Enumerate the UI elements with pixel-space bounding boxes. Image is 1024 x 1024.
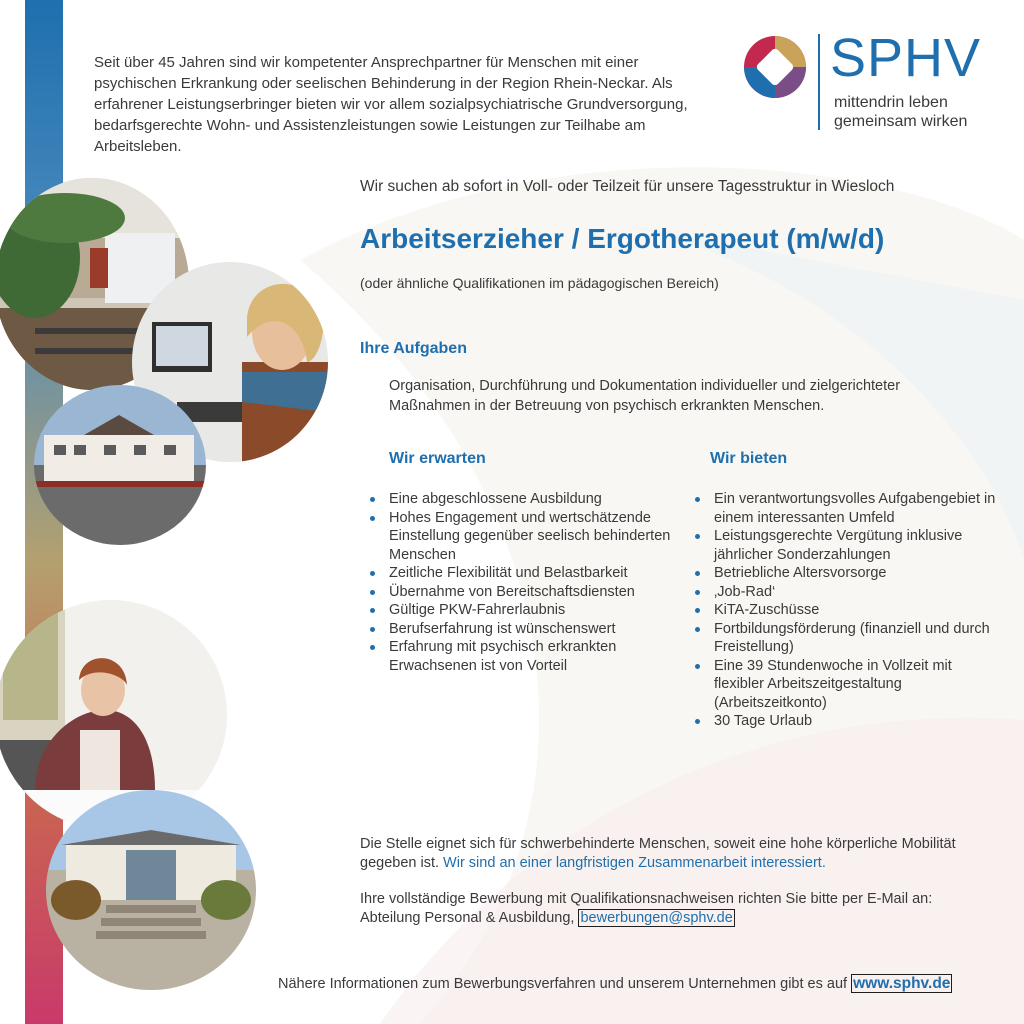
logo-mark-icon [742, 34, 808, 100]
more-info-text: Nähere Informationen zum Bewerbungsverfahren und unserem Unternehmen gibt es auf [278, 976, 848, 992]
logo-divider [818, 34, 820, 130]
search-line: Wir suchen ab sofort in Voll- oder Teilzeit für unsere Tagesstruktur in Wiesloch [360, 178, 895, 195]
list-item: 30 Tage Urlaub [714, 712, 1004, 731]
list-item: Eine abgeschlossene Ausbildung [389, 490, 679, 509]
list-item: Eine 39 Stundenwoche in Vollzeit mit flexibler Arbeitszeitgestaltung (Arbeitszeitkonto) [714, 657, 1004, 713]
list-item: Fortbildungsförderung (finanziell und durch Freistellung) [714, 620, 1004, 657]
offer-list [714, 490, 1004, 731]
list-item: Betriebliche Altersvorsorge [714, 564, 1004, 583]
photo-entrance [46, 790, 256, 990]
logo-wordmark: SPHV [830, 28, 982, 88]
bullet-icon [370, 497, 375, 502]
website-link[interactable]: www.sphv.de [853, 975, 951, 992]
list-item: Berufserfahrung ist wünschenswert [389, 620, 679, 639]
list-item: Übernahme von Bereitschaftsdiensten [389, 583, 679, 602]
bullet-icon [695, 590, 700, 595]
intro-text: Seit über 45 Jahren sind wir kompetenter Ansprechpartner für Menschen mit einer psychischen Erkrankung oder seelischen Behinderung in der Region Rhein-Neckar. Als erfahrener Leistungserbringer bieten wir vor allem sozialpsychiatrische Grundversorgung, bedarfsgerechte Wohn- und Assistenzleistungen sowie Leistungen zur Teilhabe am Arbeitsleben. [94, 54, 688, 155]
list-item: Zeitliche Flexibilität und Belastbarkeit [389, 564, 679, 583]
bullet-icon [370, 516, 375, 521]
disability-note-text: Die Stelle eignet sich für schwerbehinderte Menschen, soweit eine hohe körperliche Mobilität gegeben ist. [360, 836, 956, 871]
offer-heading: Wir bieten [710, 450, 788, 467]
bullet-icon [695, 719, 700, 724]
list-item: ‚Job-Rad‘ [714, 583, 1004, 602]
bullet-icon [370, 627, 375, 632]
bullet-icon [695, 497, 700, 502]
email-link[interactable]: bewerbungen@sphv.de [580, 910, 733, 926]
list-item: Hohes Engagement und wertschätzende Einstellung gegenüber seelisch behinderten Menschen [389, 509, 679, 565]
more-info-line [278, 975, 952, 993]
bullet-icon [370, 608, 375, 613]
logo-tagline-2: gemeinsam wirken [834, 113, 968, 130]
bullet-icon [370, 590, 375, 595]
application-note [360, 890, 980, 928]
list-item: Gültige PKW-Fahrerlaubnis [389, 601, 679, 620]
list-item: Erfahrung mit psychisch erkrankten Erwachsenen ist von Vorteil [389, 638, 679, 675]
bullet-icon [370, 645, 375, 650]
bullet-icon [695, 571, 700, 576]
logo-tagline-1: mittendrin leben [834, 94, 948, 111]
bullet-icon [695, 627, 700, 632]
application-note-text: Ihre vollständige Bewerbung mit Qualifikationsnachweisen richten Sie bitte per E-Mail an: Abteilung Personal & Ausbildung, [360, 891, 933, 926]
tasks-text: Organisation, Durchführung und Dokumentation individueller und zielgerichteter Maßnahmen in der Betreuung von psychisch erkrankten Menschen. [389, 378, 901, 414]
bullet-icon [695, 664, 700, 669]
expect-list [389, 490, 679, 675]
job-title: Arbeitserzieher / Ergotherapeut (m/w/d) [360, 223, 885, 254]
list-item: Leistungsgerechte Vergütung inklusive jährlicher Sonderzahlungen [714, 527, 1004, 564]
photo-building [34, 385, 206, 545]
bullet-icon [695, 608, 700, 613]
sphv-logo[interactable] [742, 28, 1002, 134]
tasks-heading: Ihre Aufgaben [360, 340, 467, 357]
expect-heading: Wir erwarten [389, 450, 486, 467]
qualification-note: (oder ähnliche Qualifikationen im pädagogischen Bereich) [360, 275, 719, 291]
bullet-icon [370, 571, 375, 576]
list-item: KiTA-Zuschüsse [714, 601, 1004, 620]
cooperation-note: Wir sind an einer langfristigen Zusammenarbeit interessiert. [443, 855, 826, 871]
list-item: Ein verantwortungsvolles Aufgabengebiet in einem interessanten Umfeld [714, 490, 1004, 527]
bullet-icon [695, 534, 700, 539]
disability-note [360, 835, 960, 873]
